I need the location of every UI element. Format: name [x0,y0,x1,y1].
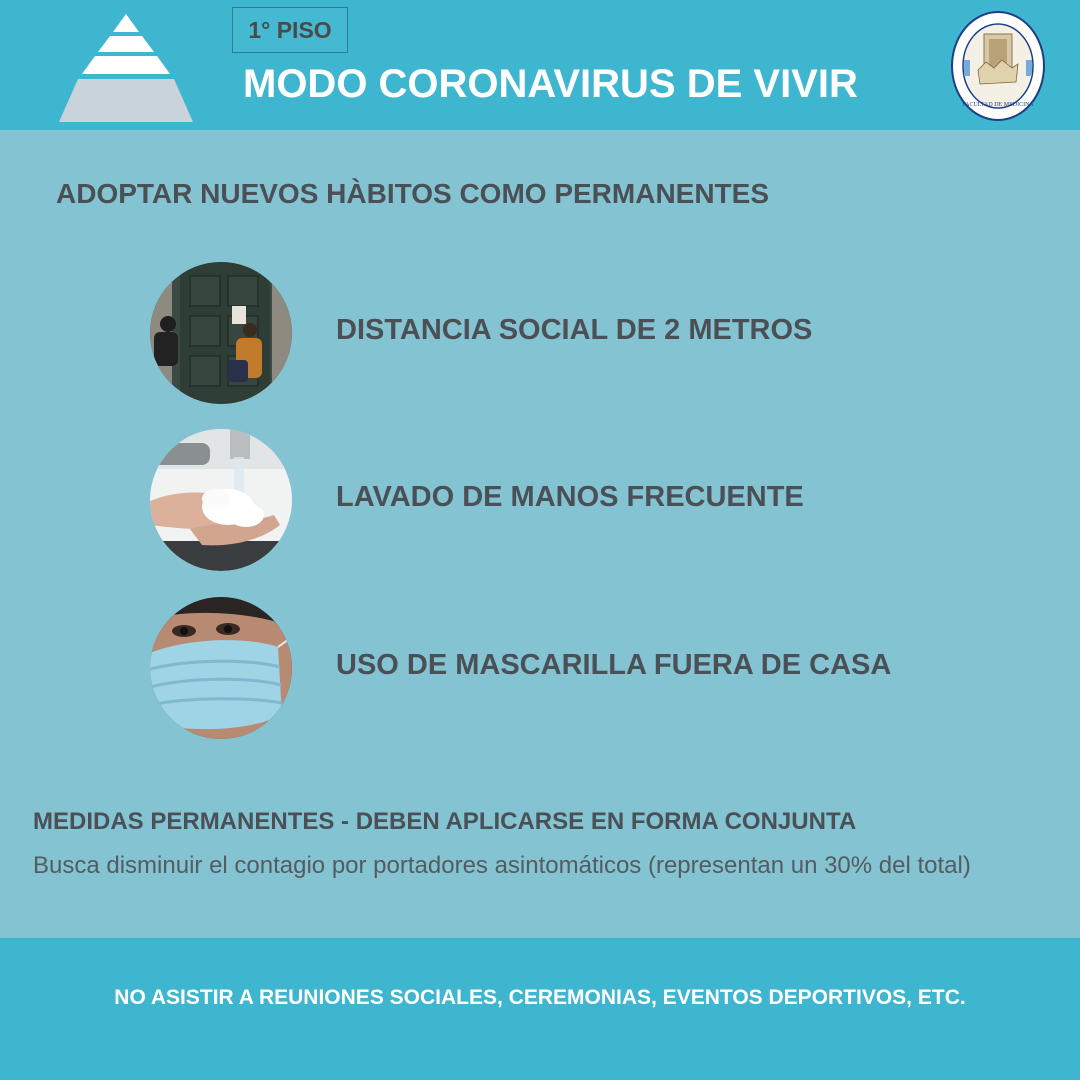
section-heading: ADOPTAR NUEVOS HÀBITOS COMO PERMANENTES [56,178,770,209]
header-bar [0,0,1080,130]
footer-bar [0,938,1080,1080]
faculty-seal-logo [950,10,1046,122]
habit-label: DISTANCIA SOCIAL DE 2 METROS [336,314,813,346]
floor-badge: 1° PISO [232,7,348,53]
page-title: MODO CORONAVIRUS DE VIVIR [243,62,858,106]
svg-text:FACULTAD DE MEDICINA: FACULTAD DE MEDICINA [962,102,1034,108]
pyramid-logo-icon [58,12,194,124]
habit-item-face-mask [150,597,1010,741]
social-distance-photo [150,262,292,404]
measures-description: Busca disminuir el contagio por portadores asintomáticos (representan un 30% del total) [33,852,971,879]
hand-washing-photo [150,429,292,571]
habit-item-hand-washing [150,429,1010,573]
measures-title: MEDIDAS PERMANENTES - DEBEN APLICARSE EN FORMA CONJUNTA [33,808,857,835]
footer-warning: NO ASISTIR A REUNIONES SOCIALES, CEREMONIAS, EVENTOS DEPORTIVOS, ETC. [114,986,966,1009]
habit-item-social-distance [150,262,1010,406]
face-mask-photo [150,597,292,739]
habit-label: USO DE MASCARILLA FUERA DE CASA [336,649,892,681]
habit-label: LAVADO DE MANOS FRECUENTE [336,481,804,513]
